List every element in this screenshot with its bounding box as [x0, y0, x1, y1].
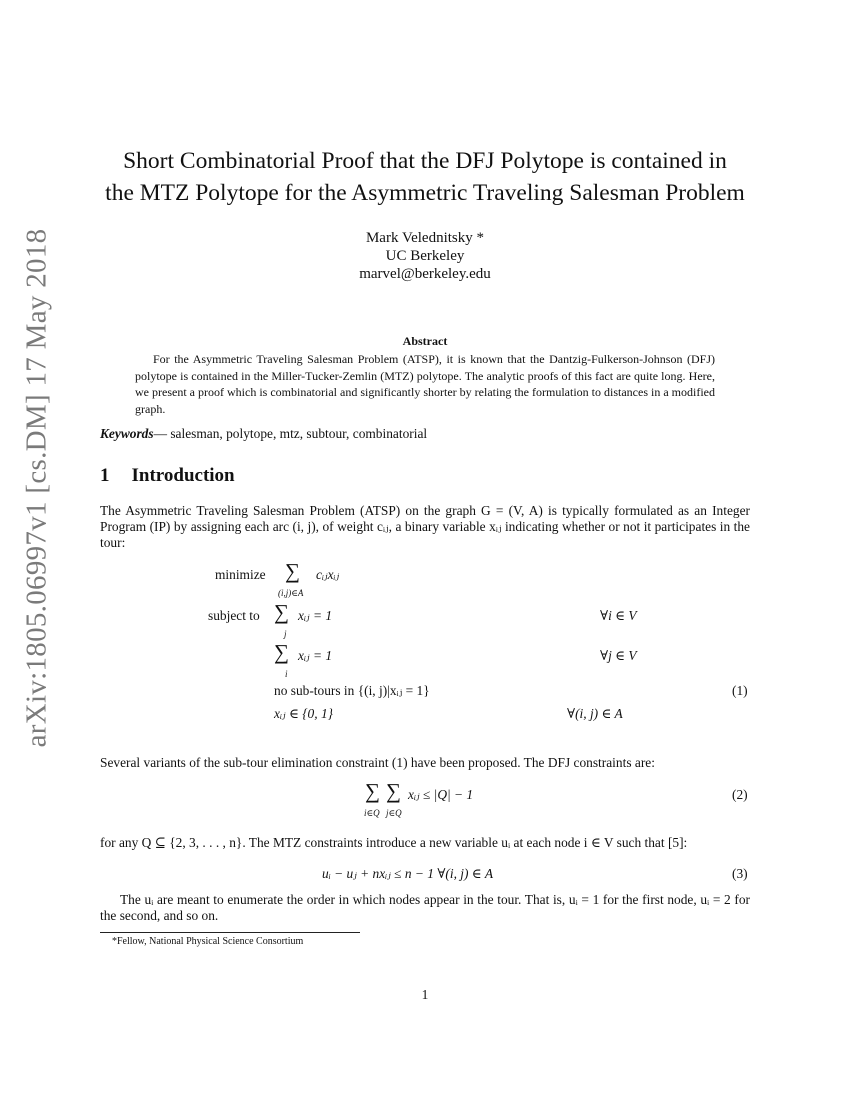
section-number: 1 [100, 465, 110, 486]
equation-number-1: (1) [732, 683, 748, 698]
ip-constraint-3: no sub-tours in {(i, j)|xᵢⱼ = 1} [274, 683, 430, 698]
keywords-text: — salesman, polytope, mtz, subtour, combinatorial [153, 426, 428, 441]
paragraph-3: for any Q ⊆ {2, 3, . . . , n}. The MTZ constraints introduce a new variable uᵢ at each node i ∈ V such that [5]: [100, 835, 688, 850]
author-email: marvel@berkeley.edu [359, 266, 491, 282]
ip-constraint-4-quantifier: ∀(i, j) ∈ A [567, 706, 623, 721]
ip-constraint-1: xᵢⱼ = 1 [298, 608, 333, 623]
paragraph-1: The Asymmetric Traveling Salesman Problem (ATSP) on the graph G = (V, A) is typically formulated as an Integer Program (IP) by assigning each arc (i, j), of weight cᵢⱼ, a binary variable xᵢⱼ indicating whether or not it participates in the tour: [100, 503, 750, 551]
ip-c1-limit: j [284, 629, 287, 639]
eq3-body: uᵢ − uⱼ + nxᵢⱼ ≤ n − 1 ∀(i, j) ∈ A [322, 866, 493, 881]
ip-minimize-label: minimize [215, 567, 266, 582]
author-affiliation: UC Berkeley [385, 248, 465, 264]
abstract-heading: Abstract [402, 334, 448, 348]
keywords-label: Keywords [100, 426, 154, 441]
eq2-limit-i: i∈Q [364, 808, 380, 818]
author-name: Mark Velednitsky * [365, 230, 485, 246]
section-title: Introduction [131, 465, 235, 486]
ip-c2-limit: i [285, 669, 288, 679]
arxiv-identifier: arXiv:1805.06997v1 [cs.DM] 17 May 2018 [20, 228, 53, 748]
keywords [100, 426, 427, 442]
paper-title-line1: Short Combinatorial Proof that the DFJ Polytope is contained in [123, 148, 727, 174]
ip-objective: cᵢⱼxᵢⱼ [316, 567, 340, 582]
abstract-text: For the Asymmetric Traveling Salesman Problem (ATSP), it is known that the Dantzig-Fulkerson-Johnson (DFJ) polytope is contained in the Miller-Tucker-Zemlin (MTZ) polytope. The analytic proofs of this fact are quite long. Here, we present a proof which is combinatorial and significantly shorter by relating the formulation to distances in a modified graph. [135, 352, 715, 416]
ip-constraint-4: xᵢⱼ ∈ {0, 1} [274, 706, 334, 721]
ip-constraint-1-quantifier: ∀i ∈ V [600, 608, 637, 623]
ip-subject-to-label: subject to [208, 608, 260, 623]
footnote: *Fellow, National Physical Science Consortium [112, 936, 304, 947]
equation-number-2: (2) [732, 787, 748, 802]
equation-number-3: (3) [732, 866, 748, 881]
eq2-limit-j: j∈Q [386, 808, 402, 818]
sum-symbol: ∑ [386, 779, 401, 803]
eq2-body: xᵢⱼ ≤ |Q| − 1 [408, 787, 474, 802]
paragraph-4: The uᵢ are meant to enumerate the order in which nodes appear in the tour. That is, uᵢ = 1 for the first node, uᵢ = 2 for the second, and so on. [100, 892, 750, 924]
sum-symbol: ∑ [274, 600, 289, 624]
ip-obj-limit: (i,j)∈A [278, 588, 304, 598]
sum-symbol: ∑ [365, 779, 380, 803]
page-number: 1 [421, 987, 429, 1002]
paper-title-line2: the MTZ Polytope for the Asymmetric Traveling Salesman Problem [105, 180, 745, 206]
paragraph-2: Several variants of the sub-tour elimination constraint (1) have been proposed. The DFJ constraints are: [100, 755, 655, 770]
ip-constraint-2-quantifier: ∀j ∈ V [600, 648, 637, 663]
sum-symbol: ∑ [274, 640, 289, 664]
sum-symbol: ∑ [285, 559, 300, 583]
ip-constraint-2: xᵢⱼ = 1 [298, 648, 333, 663]
section-heading [100, 465, 235, 487]
footnote-rule [100, 932, 360, 933]
